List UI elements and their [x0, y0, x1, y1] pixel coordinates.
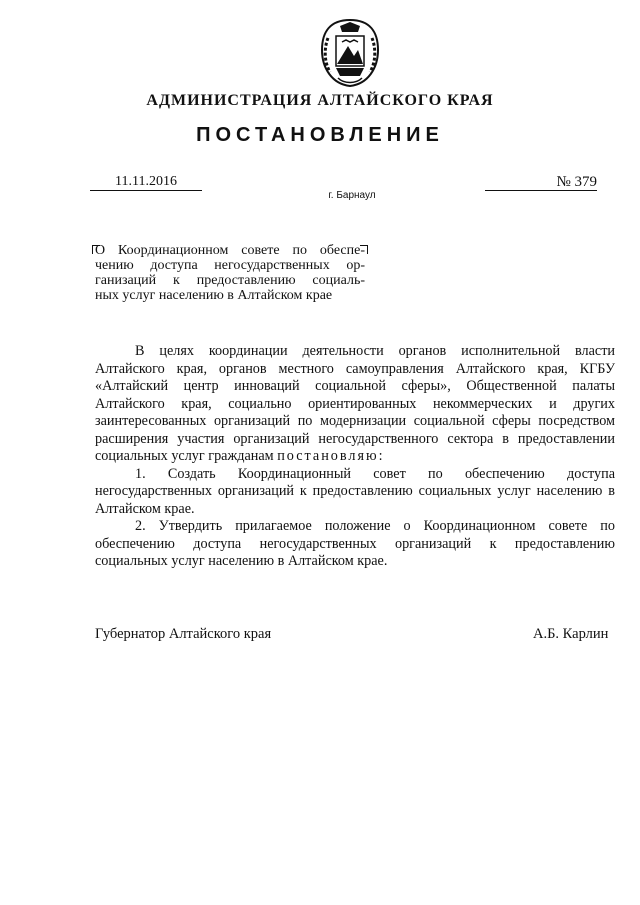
- title-bracket-right: [360, 245, 368, 254]
- document-number: № 379: [485, 174, 597, 191]
- title-line: ных услуг населению в Алтайском крае: [95, 288, 333, 303]
- decree-word: постановляю:: [277, 448, 385, 464]
- item-2: 2. Утвердить прилагаемое положение о Координационном совете по обеспечению доступа негосударственных организаций к предоставлению социальных услуг населению в Алтайском крае.: [95, 518, 615, 569]
- title-line: ганизаций к предоставлению социаль-: [95, 273, 365, 288]
- preamble-text: В целях координации деятельности органов исполнительной власти Алтайского края, органов местного самоуправления Алтайского края, КГБУ «Алтайский центр инноваций социальной сферы», Общественной палаты Алтайского края, социально ориентированных некоммерческих и других заинтересованных организаций по модернизации социальной сферы посредством расширения участия организаций негосударственного сектора в предоставлении социальных услуг гражданам: [95, 343, 615, 464]
- coat-of-arms-icon: [318, 18, 382, 88]
- title-bracket-left: [92, 245, 100, 254]
- city-name: г. Барнаул: [328, 190, 376, 201]
- title-line: чению доступа негосударственных ор-: [95, 258, 365, 273]
- preamble-paragraph: [95, 343, 615, 466]
- title-line: О Координационном совете по обеспе-: [95, 243, 365, 258]
- signatory-position: Губернатор Алтайского края: [95, 626, 272, 642]
- document-title: [95, 243, 365, 303]
- document-type: ПОСТАНОВЛЕНИЕ: [196, 124, 444, 146]
- document-body: [95, 343, 615, 571]
- organization-name: АДМИНИСТРАЦИЯ АЛТАЙСКОГО КРАЯ: [146, 92, 494, 109]
- item-1: 1. Создать Координационный совет по обеспечению доступа негосударственных организаций к предоставлению социальных услуг населению в Алтайском крае.: [95, 465, 615, 517]
- signatory-name: А.Б. Карлин: [533, 626, 609, 642]
- document-date: 11.11.2016: [90, 174, 202, 191]
